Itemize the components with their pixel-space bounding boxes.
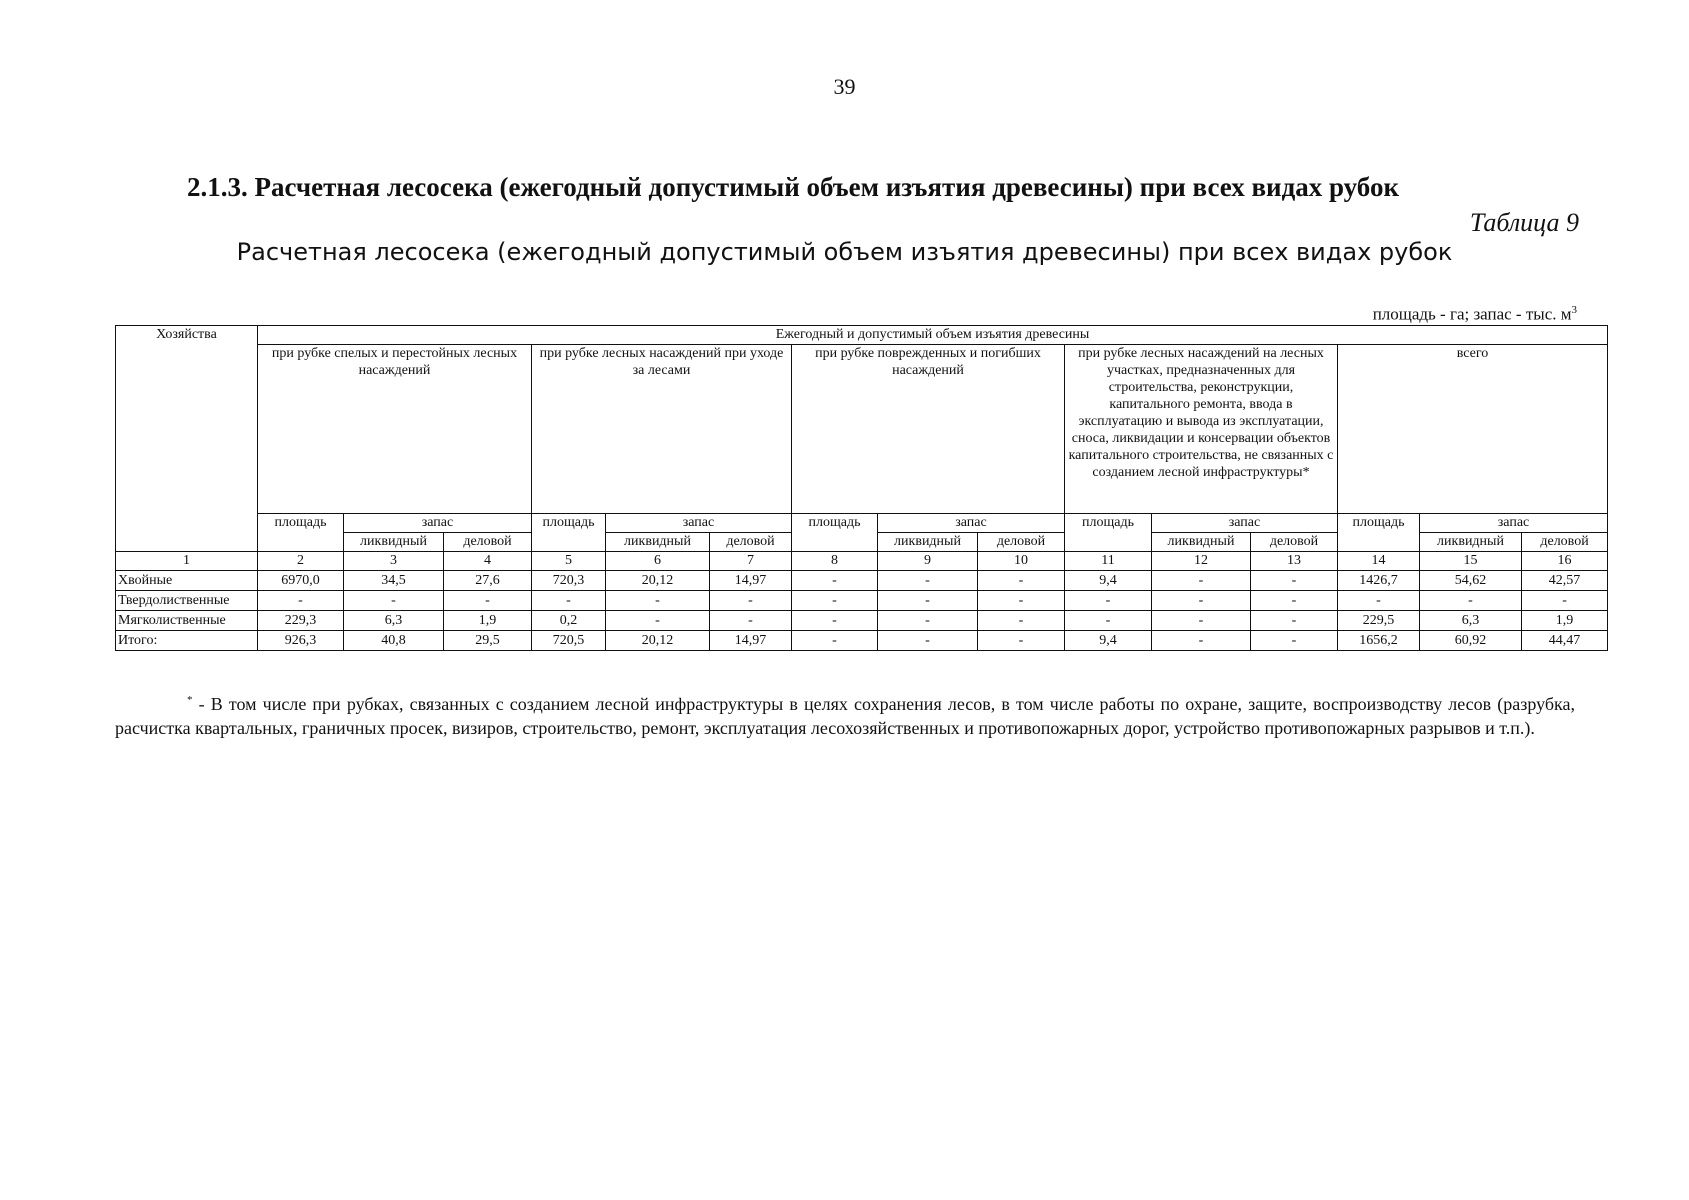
column-number: 3 [344, 552, 444, 571]
header-area: площадь [1338, 514, 1420, 552]
table-cell: 44,47 [1522, 631, 1608, 651]
table-cell: - [878, 571, 978, 591]
table-cell: 20,12 [606, 631, 710, 651]
table-label: Таблица 9 [1469, 208, 1579, 237]
header-stock: запас [878, 514, 1065, 533]
table-cell: 1656,2 [1338, 631, 1420, 651]
footnote-mark: * [187, 694, 193, 706]
table-cell: - [1251, 591, 1338, 611]
table-cell: - [878, 591, 978, 611]
column-number: 15 [1420, 552, 1522, 571]
header-business: деловой [1251, 533, 1338, 552]
table-cell: - [978, 571, 1065, 591]
column-number: 7 [710, 552, 792, 571]
table-cell: - [1251, 571, 1338, 591]
table-cell: - [710, 611, 792, 631]
column-number: 4 [444, 552, 532, 571]
table-cell: 14,97 [710, 631, 792, 651]
header-liquid: ликвидный [1152, 533, 1251, 552]
table-cell: 229,5 [1338, 611, 1420, 631]
table-cell: 6970,0 [258, 571, 344, 591]
column-number: 6 [606, 552, 710, 571]
table-cell: - [1065, 611, 1152, 631]
table-cell: 229,3 [258, 611, 344, 631]
header-area: площадь [792, 514, 878, 552]
table-cell: 6,3 [1420, 611, 1522, 631]
column-number: 2 [258, 552, 344, 571]
table-cell: 60,92 [1420, 631, 1522, 651]
header-business: деловой [710, 533, 792, 552]
table-cell: 720,3 [532, 571, 606, 591]
table-cell: 20,12 [606, 571, 710, 591]
table-cell: 6,3 [344, 611, 444, 631]
table-cell: 1,9 [444, 611, 532, 631]
column-number: 16 [1522, 552, 1608, 571]
header-liquid: ликвидный [606, 533, 710, 552]
header-area: площадь [258, 514, 344, 552]
table-cell: 1426,7 [1338, 571, 1420, 591]
table-cell: 29,5 [444, 631, 532, 651]
table-cell: - [1065, 591, 1152, 611]
header-business: деловой [444, 533, 532, 552]
table-cell: - [532, 591, 606, 611]
header-area: площадь [532, 514, 606, 552]
row-label: Хвойные [116, 571, 258, 591]
header-business: деловой [978, 533, 1065, 552]
table-cell: 1,9 [1522, 611, 1608, 631]
header-liquid: ликвидный [1420, 533, 1522, 552]
table-cell: - [1152, 611, 1251, 631]
footnote-text: - В том числе при рубках, связанных с созданием лесной инфраструктуры в целях сохранения лесов, в том числе работы по охране, защите, воспроизводству лесов (разрубка, расчистка квартальных, граничных просек, визиров, строительство, ремонт, эксплуатация лесохозяйственных и противопожарных дорог, устройство противопожарных разрывов и т.п.). [115, 694, 1575, 738]
table-caption: Расчетная лесосека (ежегодный допустимый объем изъятия древесины) при всех видах рубок [236, 238, 1453, 266]
table-cell: 9,4 [1065, 571, 1152, 591]
header-stock: запас [1420, 514, 1608, 533]
units-text: площадь - га; запас - тыс. м [1372, 304, 1572, 324]
column-number: 10 [978, 552, 1065, 571]
header-liquid: ликвидный [878, 533, 978, 552]
column-number: 9 [878, 552, 978, 571]
column-number: 13 [1251, 552, 1338, 571]
table-cell: - [606, 611, 710, 631]
header-stock: запас [344, 514, 532, 533]
page-number: 39 [833, 74, 856, 99]
units-note [1373, 304, 1577, 325]
table-cell: - [878, 631, 978, 651]
column-number: 14 [1338, 552, 1420, 571]
table-cell: - [792, 611, 878, 631]
table-cell: 926,3 [258, 631, 344, 651]
table-cell: - [606, 591, 710, 611]
table-cell: - [1152, 631, 1251, 651]
table-cell: - [878, 611, 978, 631]
header-stock: запас [606, 514, 792, 533]
table-row-total [116, 631, 1608, 651]
table-cell: 14,97 [710, 571, 792, 591]
table-cell: - [710, 591, 792, 611]
row-label: Мягколиственные [116, 611, 258, 631]
column-number-row [116, 552, 1608, 571]
table-cell: - [792, 571, 878, 591]
table-cell: - [1251, 611, 1338, 631]
table-cell: - [258, 591, 344, 611]
header-group-construction: при рубке лесных насаждений на лесных участках, предназначенных для строительства, реконструкции, капитального ремонта, ввода в эксплуатацию и вывода из эксплуатации, сноса, ликвидации и консервации объектов капитального строительства, не связанных с созданием лесной инфраструктуры* [1065, 345, 1338, 514]
header-farms: Хозяйства [116, 326, 258, 552]
header-group-mature: при рубке спелых и перестойных лесных насаждений [258, 345, 532, 514]
table-row [116, 571, 1608, 591]
table-cell: 27,6 [444, 571, 532, 591]
harvest-table [115, 325, 1608, 651]
footnote [115, 688, 1575, 740]
row-label: Твердолиственные [116, 591, 258, 611]
row-label: Итого: [116, 631, 258, 651]
footnote-paragraph [115, 688, 1575, 740]
header-group-total: всего [1338, 345, 1608, 514]
table-cell: - [344, 591, 444, 611]
table-cell: 720,5 [532, 631, 606, 651]
table-cell: 40,8 [344, 631, 444, 651]
table-cell: 34,5 [344, 571, 444, 591]
table-cell: 9,4 [1065, 631, 1152, 651]
header-liquid: ликвидный [344, 533, 444, 552]
table-cell: - [1420, 591, 1522, 611]
table-cell: 54,62 [1420, 571, 1522, 591]
table-cell: - [792, 591, 878, 611]
table-cell: - [1338, 591, 1420, 611]
table-cell: - [444, 591, 532, 611]
table-cell: - [978, 611, 1065, 631]
table-row [116, 611, 1608, 631]
table-cell: - [1251, 631, 1338, 651]
table-cell: 0,2 [532, 611, 606, 631]
header-group-damaged: при рубке поврежденных и погибших насаждений [792, 345, 1065, 514]
table-cell: - [1152, 571, 1251, 591]
table-cell: - [978, 591, 1065, 611]
table-cell: - [1152, 591, 1251, 611]
column-number: 1 [116, 552, 258, 571]
header-business: деловой [1522, 533, 1608, 552]
units-superscript: 3 [1571, 304, 1577, 316]
table-cell: 42,57 [1522, 571, 1608, 591]
header-stock: запас [1152, 514, 1338, 533]
header-annual-volume: Ежегодный и допустимый объем изъятия древесины [258, 326, 1608, 345]
table-row [116, 591, 1608, 611]
column-number: 12 [1152, 552, 1251, 571]
column-number: 11 [1065, 552, 1152, 571]
table-cell: - [978, 631, 1065, 651]
column-number: 8 [792, 552, 878, 571]
header-area: площадь [1065, 514, 1152, 552]
section-title: 2.1.3. Расчетная лесосека (ежегодный допустимый объем изъятия древесины) при всех видах рубок [187, 172, 1400, 202]
table-cell: - [1522, 591, 1608, 611]
column-number: 5 [532, 552, 606, 571]
header-group-care: при рубке лесных насаждений при уходе за лесами [532, 345, 792, 514]
table-cell: - [792, 631, 878, 651]
